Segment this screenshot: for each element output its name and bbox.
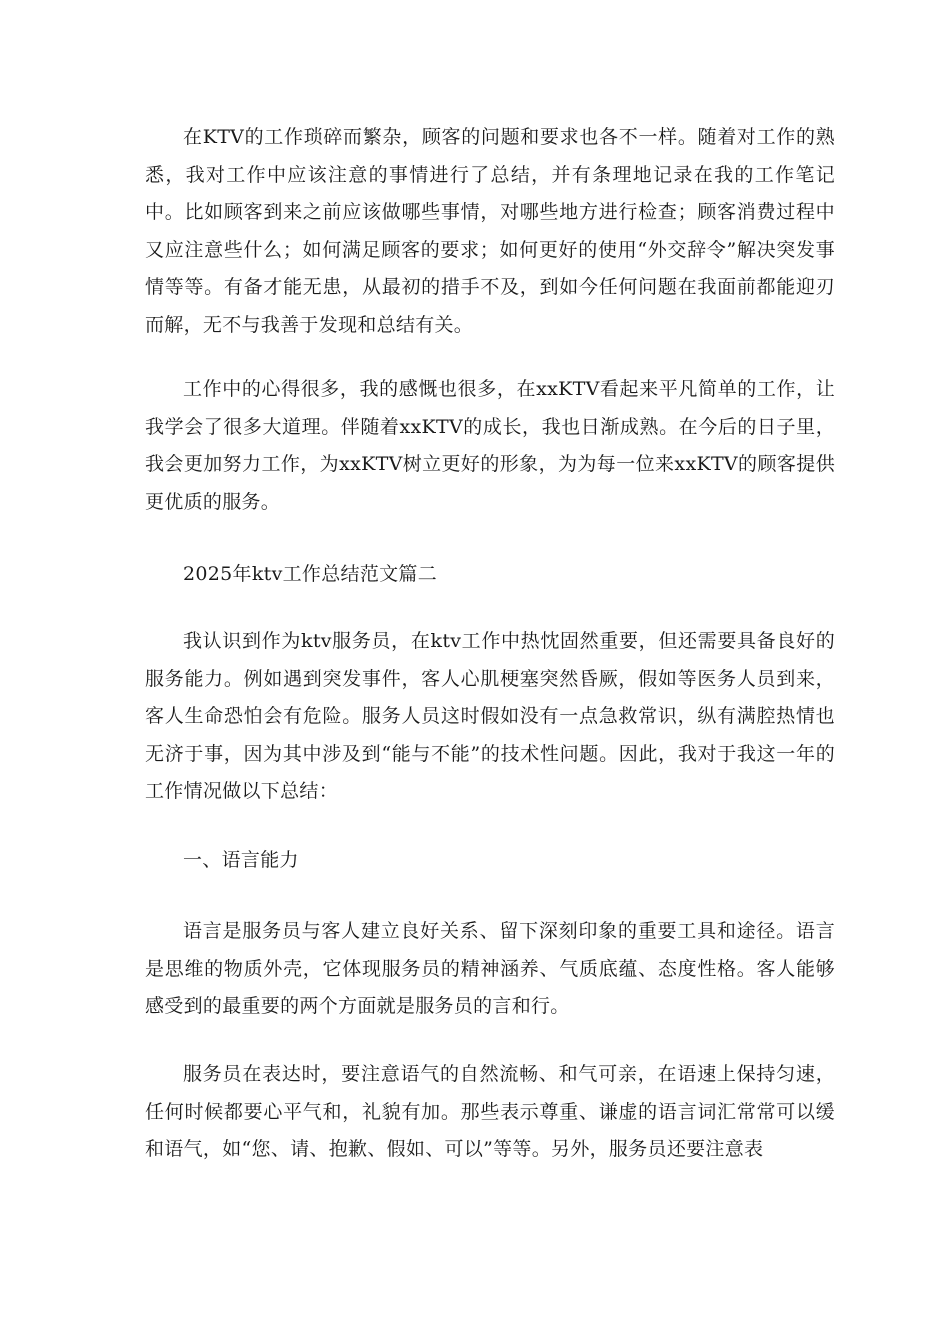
subheading-language-ability: 一、语言能力 [183,849,299,871]
paragraph-work-reflections: 工作中的心得很多，我的感慨也很多，在xxKTV看起来平凡简单的工作，让我学会了很多大道理。伴随着xxKTV的成长，我也日渐成熟。在今后的日子里，我会更加努力工作，为xxKTV树立更好的形象，为为每一位来xxKTV的顾客提供更优质的服务。 [145,378,835,513]
paragraph-language-importance: 语言是服务员与客人建立良好关系、留下深刻印象的重要工具和途径。语言是思维的物质外壳，它体现服务员的精神涵养、气质底蕴、态度性格。客人能够感受到的最重要的两个方面就是服务员的言和行。 [145,920,835,1017]
paragraph-service-ability: 我认识到作为ktv服务员，在ktv工作中热忱固然重要，但还需要具备良好的服务能力。例如遇到突发事件，客人心肌梗塞突然昏厥，假如等医务人员到来，客人生命恐怕会有危险。服务人员这时假如没有一点急救常识，纵有满腔热情也无济于事，因为其中涉及到“能与不能”的技术性问题。因此，我对于我这一年的工作情况做以下总结： [145,630,835,802]
paragraph-expression-tone: 服务员在表达时，要注意语气的自然流畅、和气可亲，在语速上保持匀速，任何时候都要心平气和，礼貌有加。那些表示尊重、谦虚的语言词汇常常可以缓和语气，如“您、请、抱歉、假如、可以”等等。另外，服务员还要注意表 [145,1063,835,1160]
paragraph-ktv-work-notes: 在KTV的工作琐碎而繁杂，顾客的问题和要求也各不一样。随着对工作的熟悉，我对工作中应该注意的事情进行了总结，并有条理地记录在我的工作笔记中。比如顾客到来之前应该做哪些事情，对哪些地方进行检查；顾客消费过程中又应注意些什么；如何满足顾客的要求；如何更好的使用“外交辞令”解决突发事情等等。有备才能无患，从最初的措手不及，到如今任何问题在我面前都能迎刃而解，无不与我善于发现和总结有关。 [145,126,835,336]
section-title-part-two: 2025年ktv工作总结范文篇二 [183,563,438,585]
